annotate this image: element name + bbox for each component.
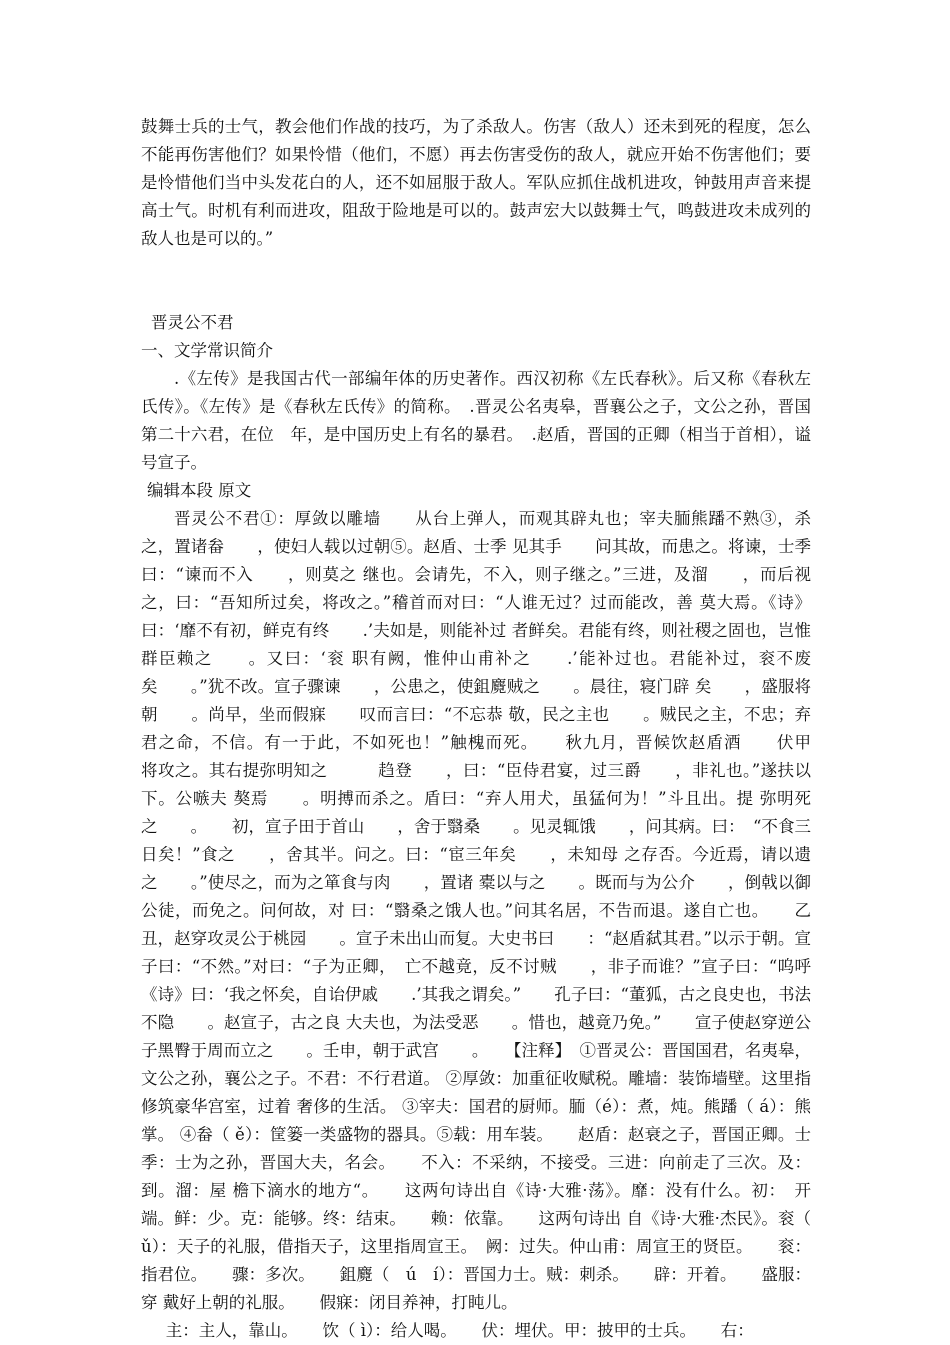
intro-paragraph: .《左传》是我国古代一部编年体的历史著作。西汉初称《左氏春秋》。后又称《春秋左氏传》。《左传》是《春秋左氏传》的简称。 .晋灵公名夷皋，晋襄公之子，文公之孙，晋国第二十六君，在位 年，是中国历史上有名的暴君。 .赵盾，晋国的正卿（相当于首相），谥号宣子。 bbox=[141, 369, 811, 472]
annotation-last-line: 主：主人，靠山。 饮（ ì）：给人喝。 伏：埋伏。甲：披甲的士兵。 右： bbox=[165, 1321, 754, 1340]
document-page bbox=[141, 113, 844, 1345]
original-text: 晋灵公不君①：厚敛以雕墙 从台上弹人，而观其辟丸也；宰夫胹熊蹯不熟③，杀之，置诸畚 ，使妇人载以过朝⑤。赵盾、士季 见其手 问其故，而患之。将谏，士季曰：“谏而不入 ，则莫之 继也。会请先，不入，则子继之。”三进，及溜 ，而后视之，曰：“吾知所过矣，将改之。”稽首而对曰：“人谁无过？过而能改，善 莫大焉。《诗》曰：‘靡不有初，鲜克有终 .’夫如是，则能补过 者鲜矣。君能有终，则社稷之固也，岂惟群臣赖之 。又曰：‘衮 职有阙，惟仲山甫补之 .’能补过也。君能补过，衮不废矣 。”犹不改。宣子骤谏 ，公患之，使鉏麑贼之 。晨往，寝门辟 矣 ，盛服将朝 。尚早，坐而假寐 叹而言曰：“不忘恭 敬，民之主也 。贼民之主，不忠；弃君之命，不信。有一于此，不如死也！”触槐而死。 秋九月，晋候饮赵盾酒 伏甲 将攻之。其右提弥明知之 趋登 ，曰：“臣侍君宴，过三爵 ，非礼也。”遂扶以下。公嗾夫 獒焉 。明搏而杀之。盾曰：“弃人用犬，虽猛何为！”斗且出。提 弥明死之 。 初，宣子田于首山 ，舍于翳桑 。见灵辄饿 ，问其病。曰： “不食三日矣！”食之 ，舍其半。问之。曰：“宦三年矣 ，未知母 之存否。今近焉，请以遗之 。”使尽之，而为之箪食与肉 ，置诸 橐以与之 。既而与为公介 ，倒戟以御公徒，而免之。问何故，对 曰：“翳桑之饿人也。”问其名居，不告而退。遂自亡也。 乙丑，赵穿攻灵公于桃园 。宣子未出山而复。大史书曰 ：“赵盾弑其君。”以示于朝。宣子曰：“不然。”对曰：“子为正卿， 亡不越竟，反不讨贼 ，非子而谁？”宣子曰：“呜呼 《诗》曰：‘我之怀矣，自诒伊戚 .’其我之谓矣。” 孔子曰：“董狐，古之良史也，书法不隐 。赵宣子，古之良 大夫也，为法受恶 。惜也，越竟乃免。” 宣子使赵穿逆公子黑臀于周而立之 。壬申，朝于武宫 。 【注释】 ①晋灵公：晋国国君，名夷皋，文公之孙，襄公之子。不君：不行君道。 ②厚敛：加重征收赋税。雕墙：装饰墙壁。这里指修筑豪华宫室，过着 奢侈的生活。 ③宰夫：国君的厨师。胹（é）：煮，炖。熊蹯（ á）：熊 掌。 ④畚（ ě）：筐篓一类盛物的器具。⑤载：用车装。 赵盾：赵衰之子，晋国正卿。士季：士为之孙，晋国大夫，名会。 不入：不采纳，不接受。三进：向前走了三次。及：到。溜：屋 檐下滴水的地方“。 这两句诗出自《诗·大雅·荡》。靡：没有什么。初： 开端。鲜：少。克：能够。终：结束。 赖：依靠。 这两句诗出 自《诗·大雅·杰民》。衮（ ǔ）：天子的礼服，借指天子，这里指周宣王。 阙：过失。仲山甫：周宣王的贤臣。 衮：指君位。 骤：多次。 鉏麑（ ú í）：晋国力士。贼：刺杀。 辟：开着。 盛服：穿 戴好上朝的礼服。 假寐：闭目养神，打盹儿。 bbox=[141, 509, 844, 1312]
top-paragraph: 鼓舞士兵的士气，教会他们作战的技巧，为了杀敌人。伤害（敌人）还未到死的程度，怎么不能再伤害他们？如果怜惜（他们，不愿）再去伤害受伤的敌人，就应开始不伤害他们；要是怜惜他们当中头发花白的人，还不如屈服于敌人。军队应抓住战机进攻，钟鼓用声音来提高士气。时机有利而进攻，阻敌于险地是可以的。鼓声宏大以鼓舞士气，鸣鼓进攻未成列的敌人也是可以的。” bbox=[141, 117, 811, 248]
section-heading-original: 编辑本段 原文 bbox=[147, 481, 252, 500]
article-title: 晋灵公不君 bbox=[151, 313, 234, 332]
section-heading-intro: 一、文学常识简介 bbox=[141, 341, 273, 360]
paragraph-gap bbox=[141, 253, 811, 309]
